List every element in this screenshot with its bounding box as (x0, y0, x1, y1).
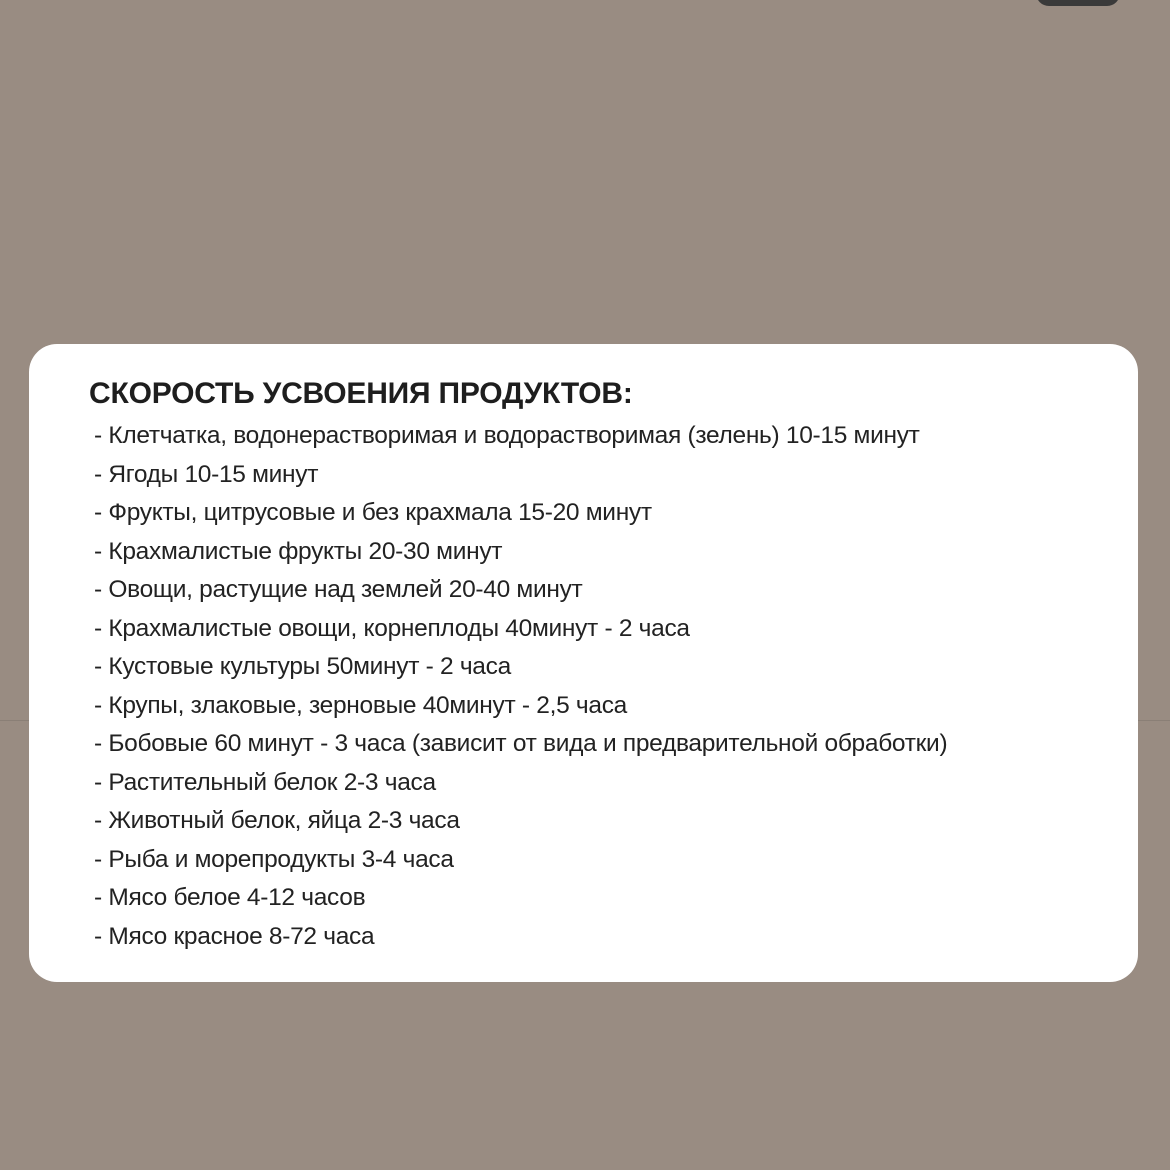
list-item: - Животный белок, яйца 2-3 часа (94, 807, 460, 834)
list-item: - Бобовые 60 минут - 3 часа (зависит от вида и предварительной обработки) (94, 730, 948, 757)
digestion-time-list (94, 417, 1138, 956)
list-item: - Крупы, злаковые, зерновые 40минут - 2,5 часа (94, 691, 628, 719)
list-item: - Ягоды 10-15 минут (94, 460, 319, 488)
top-edge-element (1036, 0, 1120, 6)
list-item: - Растительный белок 2-3 часа (94, 768, 436, 796)
list-item: - Овощи, растущие над землей 20-40 минут (94, 576, 583, 603)
digestion-speed-card (29, 344, 1138, 982)
list-item: - Мясо красное 8-72 часа (94, 922, 375, 950)
list-item: - Кустовые культуры 50минут - 2 часа (94, 653, 511, 680)
list-item: - Фрукты, цитрусовые и без крахмала 15-20 минут (94, 499, 652, 526)
list-item: - Крахмалистые овощи, корнеплоды 40минут - 2 часа (94, 614, 690, 642)
list-item: - Мясо белое 4-12 часов (94, 884, 366, 911)
list-item: - Рыба и морепродукты 3-4 часа (94, 845, 454, 873)
list-item: - Клетчатка, водонерастворимая и водорастворимая (зелень) 10-15 минут (94, 422, 920, 449)
list-item: - Крахмалистые фрукты 20-30 минут (94, 537, 503, 565)
card-title: СКОРОСТЬ УСВОЕНИЯ ПРОДУКТОВ: (89, 377, 633, 410)
